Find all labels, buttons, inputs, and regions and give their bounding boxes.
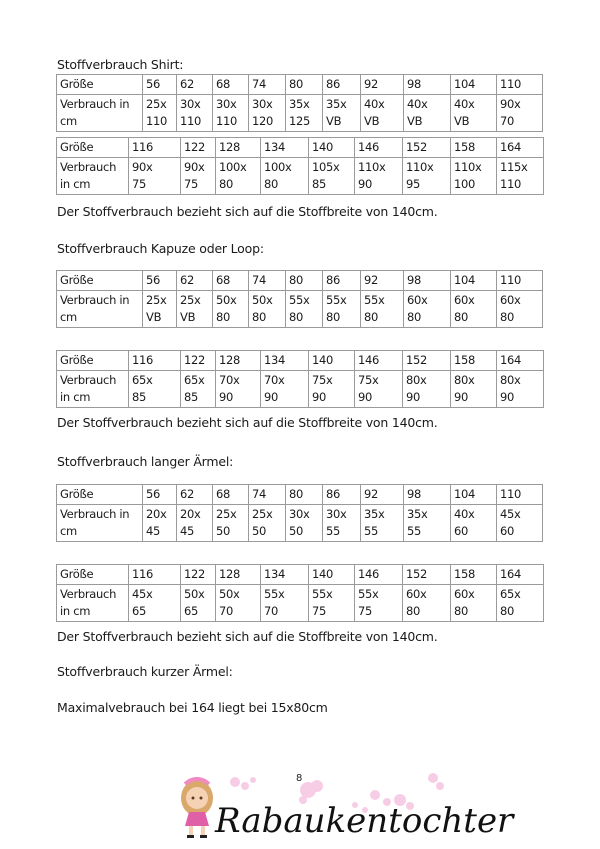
usage-cell xyxy=(355,585,403,622)
usage-cell xyxy=(451,158,497,195)
usage-width: 55x xyxy=(289,293,310,307)
usage-width: 40x xyxy=(454,97,475,111)
size-cell: 110 xyxy=(497,485,543,505)
usage-cell xyxy=(143,505,177,542)
usage-length: 80 xyxy=(454,604,469,618)
usage-width: 50x xyxy=(216,293,237,307)
usage-length: 90 xyxy=(406,390,421,404)
size-cell: 92 xyxy=(361,271,404,291)
usage-length: 120 xyxy=(252,114,274,128)
usage-cell xyxy=(451,585,497,622)
usage-cell xyxy=(361,505,404,542)
logo-wordmark: Rabaukentochter xyxy=(215,801,514,841)
usage-width: 55x xyxy=(312,587,333,601)
size-row-label: Größe xyxy=(57,138,129,158)
size-cell: 164 xyxy=(497,565,544,585)
usage-row-label xyxy=(57,158,129,195)
size-cell: 68 xyxy=(213,271,249,291)
usage-width: 80x xyxy=(454,373,475,387)
usage-cell xyxy=(404,291,451,328)
usage-length: 80 xyxy=(500,604,515,618)
section-title-shirt: Stoffverbrauch Shirt: xyxy=(57,57,184,72)
usage-length: 110 xyxy=(146,114,168,128)
rabaukentochter-logo xyxy=(175,760,514,845)
usage-cell xyxy=(261,371,309,408)
size-cell: 122 xyxy=(181,351,216,371)
usage-cell xyxy=(355,158,403,195)
long-sleeve-table-large-sizes xyxy=(56,564,544,622)
usage-cell xyxy=(451,505,497,542)
size-cell: 140 xyxy=(309,351,355,371)
section-title-long-sleeve: Stoffverbrauch langer Ärmel: xyxy=(57,454,234,469)
long-sleeve-table-small-sizes xyxy=(56,484,543,542)
usage-label-line: Verbrauch xyxy=(60,587,117,601)
usage-length: 50 xyxy=(289,524,304,538)
size-cell: 104 xyxy=(451,271,497,291)
usage-cell xyxy=(309,158,355,195)
size-cell: 74 xyxy=(249,485,286,505)
size-row xyxy=(57,485,543,505)
usage-cell xyxy=(286,291,323,328)
usage-row xyxy=(57,585,544,622)
usage-width: 65x xyxy=(500,587,521,601)
usage-width: 40x xyxy=(364,97,385,111)
usage-length: 90 xyxy=(454,390,469,404)
size-cell: 80 xyxy=(286,75,323,95)
usage-cell xyxy=(249,505,286,542)
usage-cell xyxy=(451,371,497,408)
usage-cell xyxy=(129,158,181,195)
usage-cell xyxy=(216,158,261,195)
usage-width: 40x xyxy=(407,97,428,111)
usage-cell xyxy=(129,371,181,408)
usage-cell xyxy=(213,291,249,328)
size-cell: 98 xyxy=(404,485,451,505)
size-cell: 98 xyxy=(404,271,451,291)
size-cell: 56 xyxy=(143,75,177,95)
usage-length: 55 xyxy=(364,524,379,538)
hood-table-small-sizes xyxy=(56,270,543,328)
usage-length: 50 xyxy=(216,524,231,538)
size-cell: 164 xyxy=(497,138,544,158)
usage-length: 90 xyxy=(312,390,327,404)
usage-cell xyxy=(497,585,544,622)
size-cell: 146 xyxy=(355,351,403,371)
usage-row xyxy=(57,505,543,542)
usage-length: 80 xyxy=(364,310,379,324)
usage-length: 80 xyxy=(252,310,267,324)
usage-cell xyxy=(177,95,213,132)
fabric-width-note-long-sleeve: Der Stoffverbrauch bezieht sich auf die Stoffbreite von 140cm. xyxy=(57,629,438,644)
usage-label-line: Verbrauch in xyxy=(60,293,130,307)
short-sleeve-max-usage-note: Maximalvebrauch bei 164 liegt bei 15x80cm xyxy=(57,700,328,715)
usage-width: 80x xyxy=(406,373,427,387)
usage-length: 80 xyxy=(500,310,515,324)
usage-cell xyxy=(323,95,361,132)
usage-length: 75 xyxy=(312,604,327,618)
usage-width: 55x xyxy=(364,293,385,307)
usage-cell xyxy=(497,505,543,542)
size-cell: 134 xyxy=(261,351,309,371)
usage-length: 50 xyxy=(252,524,267,538)
usage-width: 25x xyxy=(146,97,167,111)
usage-length: 80 xyxy=(454,310,469,324)
usage-width: 55x xyxy=(264,587,285,601)
usage-width: 30x xyxy=(326,507,347,521)
usage-length: 90 xyxy=(358,177,373,191)
usage-cell xyxy=(451,291,497,328)
usage-length: 80 xyxy=(326,310,341,324)
usage-cell xyxy=(309,371,355,408)
usage-width: 60x xyxy=(454,293,475,307)
usage-length: 75 xyxy=(358,604,373,618)
usage-length: 110 xyxy=(500,177,522,191)
usage-cell xyxy=(403,585,451,622)
size-cell: 116 xyxy=(129,351,181,371)
size-row-label: Größe xyxy=(57,351,129,371)
usage-width: 50x xyxy=(252,293,273,307)
usage-cell xyxy=(497,291,543,328)
usage-cell xyxy=(261,158,309,195)
usage-length: 80 xyxy=(407,310,422,324)
usage-cell xyxy=(361,291,404,328)
usage-length: 80 xyxy=(216,310,231,324)
usage-cell xyxy=(323,291,361,328)
size-cell: 80 xyxy=(286,485,323,505)
usage-width: 45x xyxy=(132,587,153,601)
size-cell: 116 xyxy=(129,565,181,585)
usage-length: VB xyxy=(407,114,423,128)
usage-length: 75 xyxy=(132,177,147,191)
usage-length: VB xyxy=(326,114,342,128)
usage-cell xyxy=(497,158,544,195)
size-cell: 128 xyxy=(216,138,261,158)
section-title-short-sleeve: Stoffverbrauch kurzer Ärmel: xyxy=(57,664,233,679)
usage-cell xyxy=(181,158,216,195)
size-cell: 104 xyxy=(451,485,497,505)
usage-length: 60 xyxy=(454,524,469,538)
usage-width: 30x xyxy=(252,97,273,111)
size-cell: 104 xyxy=(451,75,497,95)
usage-length: 125 xyxy=(289,114,311,128)
usage-length: 65 xyxy=(132,604,147,618)
usage-length: 85 xyxy=(184,390,199,404)
size-cell: 80 xyxy=(286,271,323,291)
usage-length: 100 xyxy=(454,177,476,191)
usage-label-line: Verbrauch xyxy=(60,373,117,387)
size-cell: 62 xyxy=(177,271,213,291)
size-cell: 146 xyxy=(355,138,403,158)
usage-label-line: Verbrauch in xyxy=(60,507,130,521)
usage-width: 55x xyxy=(358,587,379,601)
size-cell: 92 xyxy=(361,485,404,505)
size-cell: 152 xyxy=(403,351,451,371)
size-row-label: Größe xyxy=(57,485,143,505)
usage-length: 90 xyxy=(264,390,279,404)
usage-width: 60x xyxy=(407,293,428,307)
usage-row xyxy=(57,158,544,195)
shirt-table-small-sizes xyxy=(56,74,543,132)
size-cell: 86 xyxy=(323,271,361,291)
size-cell: 116 xyxy=(129,138,181,158)
usage-cell xyxy=(286,505,323,542)
usage-width: 50x xyxy=(219,587,240,601)
size-cell: 128 xyxy=(216,351,261,371)
usage-length: VB xyxy=(180,310,196,324)
girl-illustration-icon xyxy=(181,779,213,838)
usage-width: 40x xyxy=(454,507,475,521)
size-cell: 158 xyxy=(451,351,497,371)
size-cell: 128 xyxy=(216,565,261,585)
size-row-label: Größe xyxy=(57,271,143,291)
usage-width: 25x xyxy=(146,293,167,307)
size-cell: 134 xyxy=(261,565,309,585)
size-cell: 68 xyxy=(213,75,249,95)
size-cell: 122 xyxy=(181,565,216,585)
usage-cell xyxy=(213,95,249,132)
usage-length: 90 xyxy=(358,390,373,404)
size-row-label: Größe xyxy=(57,565,129,585)
usage-cell xyxy=(355,371,403,408)
usage-length: 80 xyxy=(289,310,304,324)
usage-width: 60x xyxy=(454,587,475,601)
size-cell: 158 xyxy=(451,138,497,158)
size-cell: 86 xyxy=(323,485,361,505)
usage-length: 55 xyxy=(326,524,341,538)
usage-width: 25x xyxy=(252,507,273,521)
size-row xyxy=(57,351,544,371)
usage-length: 80 xyxy=(264,177,279,191)
size-cell: 152 xyxy=(403,565,451,585)
usage-width: 70x xyxy=(219,373,240,387)
usage-cell xyxy=(403,158,451,195)
size-row xyxy=(57,75,543,95)
usage-width: 55x xyxy=(326,293,347,307)
usage-length: 95 xyxy=(406,177,421,191)
usage-row-label xyxy=(57,505,143,542)
usage-cell xyxy=(216,371,261,408)
usage-cell xyxy=(323,505,361,542)
usage-row xyxy=(57,291,543,328)
usage-label-line: in cm xyxy=(60,604,91,618)
size-row xyxy=(57,138,544,158)
usage-row xyxy=(57,371,544,408)
size-cell: 158 xyxy=(451,565,497,585)
usage-width: 65x xyxy=(184,373,205,387)
usage-label-line: cm xyxy=(60,524,77,538)
usage-cell xyxy=(177,291,213,328)
usage-cell xyxy=(177,505,213,542)
usage-width: 65x xyxy=(132,373,153,387)
usage-width: 100x xyxy=(264,160,292,174)
usage-length: 85 xyxy=(132,390,147,404)
usage-cell xyxy=(361,95,404,132)
usage-width: 25x xyxy=(216,507,237,521)
usage-cell xyxy=(129,585,181,622)
usage-row-label xyxy=(57,585,129,622)
hood-table-large-sizes xyxy=(56,350,544,408)
usage-length: 45 xyxy=(146,524,161,538)
size-cell: 110 xyxy=(497,75,543,95)
usage-width: 110x xyxy=(358,160,386,174)
size-cell: 74 xyxy=(249,75,286,95)
usage-width: 110x xyxy=(406,160,434,174)
fabric-width-note-shirt: Der Stoffverbrauch bezieht sich auf die Stoffbreite von 140cm. xyxy=(57,204,438,219)
page-number: 8 xyxy=(296,773,303,784)
size-cell: 110 xyxy=(497,271,543,291)
usage-length: 75 xyxy=(184,177,199,191)
usage-cell xyxy=(261,585,309,622)
usage-cell xyxy=(403,371,451,408)
usage-width: 20x xyxy=(146,507,167,521)
usage-width: 110x xyxy=(454,160,482,174)
usage-width: 90x xyxy=(184,160,205,174)
usage-length: 70 xyxy=(500,114,515,128)
usage-label-line: in cm xyxy=(60,177,91,191)
usage-cell xyxy=(497,371,544,408)
usage-length: VB xyxy=(364,114,380,128)
usage-length: VB xyxy=(454,114,470,128)
size-cell: 152 xyxy=(403,138,451,158)
usage-length: 65 xyxy=(184,604,199,618)
usage-width: 35x xyxy=(289,97,310,111)
usage-cell xyxy=(143,95,177,132)
usage-length: 85 xyxy=(312,177,327,191)
size-cell: 86 xyxy=(323,75,361,95)
usage-length: 60 xyxy=(500,524,515,538)
usage-cell xyxy=(216,585,261,622)
usage-cell xyxy=(404,95,451,132)
usage-label-line: Verbrauch in xyxy=(60,97,130,111)
size-cell: 140 xyxy=(309,138,355,158)
usage-cell xyxy=(249,95,286,132)
section-title-hood: Stoffverbrauch Kapuze oder Loop: xyxy=(57,241,264,256)
usage-length: 90 xyxy=(219,390,234,404)
usage-label-line: in cm xyxy=(60,390,91,404)
usage-width: 35x xyxy=(407,507,428,521)
usage-length: 80 xyxy=(406,604,421,618)
size-cell: 74 xyxy=(249,271,286,291)
usage-cell xyxy=(497,95,543,132)
size-cell: 92 xyxy=(361,75,404,95)
usage-width: 35x xyxy=(326,97,347,111)
usage-width: 70x xyxy=(264,373,285,387)
usage-cell xyxy=(404,505,451,542)
usage-cell xyxy=(181,585,216,622)
usage-row xyxy=(57,95,543,132)
usage-width: 90x xyxy=(132,160,153,174)
usage-length: 45 xyxy=(180,524,195,538)
size-row xyxy=(57,271,543,291)
usage-width: 50x xyxy=(184,587,205,601)
usage-width: 60x xyxy=(406,587,427,601)
usage-cell xyxy=(451,95,497,132)
usage-length: 55 xyxy=(407,524,422,538)
usage-width: 30x xyxy=(180,97,201,111)
usage-width: 115x xyxy=(500,160,528,174)
usage-width: 100x xyxy=(219,160,247,174)
usage-length: 70 xyxy=(219,604,234,618)
size-cell: 164 xyxy=(497,351,544,371)
fabric-width-note-hood: Der Stoffverbrauch bezieht sich auf die Stoffbreite von 140cm. xyxy=(57,415,438,430)
size-row xyxy=(57,565,544,585)
usage-cell xyxy=(286,95,323,132)
usage-width: 30x xyxy=(216,97,237,111)
usage-width: 20x xyxy=(180,507,201,521)
usage-width: 25x xyxy=(180,293,201,307)
usage-length: 110 xyxy=(216,114,238,128)
usage-width: 30x xyxy=(289,507,310,521)
usage-width: 105x xyxy=(312,160,340,174)
size-cell: 146 xyxy=(355,565,403,585)
usage-cell xyxy=(181,371,216,408)
size-cell: 62 xyxy=(177,75,213,95)
size-cell: 56 xyxy=(143,271,177,291)
size-cell: 62 xyxy=(177,485,213,505)
usage-length: 90 xyxy=(500,390,515,404)
usage-length: 80 xyxy=(219,177,234,191)
size-cell: 68 xyxy=(213,485,249,505)
size-cell: 56 xyxy=(143,485,177,505)
usage-cell xyxy=(249,291,286,328)
usage-row-label xyxy=(57,95,143,132)
usage-label-line: cm xyxy=(60,310,77,324)
usage-length: 110 xyxy=(180,114,202,128)
usage-label-line: cm xyxy=(60,114,77,128)
usage-width: 75x xyxy=(358,373,379,387)
usage-length: VB xyxy=(146,310,162,324)
usage-cell xyxy=(213,505,249,542)
usage-width: 90x xyxy=(500,97,521,111)
usage-row-label xyxy=(57,371,129,408)
shirt-table-large-sizes xyxy=(56,137,544,195)
usage-label-line: Verbrauch xyxy=(60,160,117,174)
usage-width: 35x xyxy=(364,507,385,521)
usage-cell xyxy=(143,291,177,328)
usage-length: 70 xyxy=(264,604,279,618)
usage-width: 60x xyxy=(500,293,521,307)
usage-width: 45x xyxy=(500,507,521,521)
usage-width: 75x xyxy=(312,373,333,387)
size-row-label: Größe xyxy=(57,75,143,95)
size-cell: 122 xyxy=(181,138,216,158)
size-cell: 134 xyxy=(261,138,309,158)
usage-row-label xyxy=(57,291,143,328)
size-cell: 140 xyxy=(309,565,355,585)
usage-cell xyxy=(309,585,355,622)
usage-width: 80x xyxy=(500,373,521,387)
size-cell: 98 xyxy=(404,75,451,95)
